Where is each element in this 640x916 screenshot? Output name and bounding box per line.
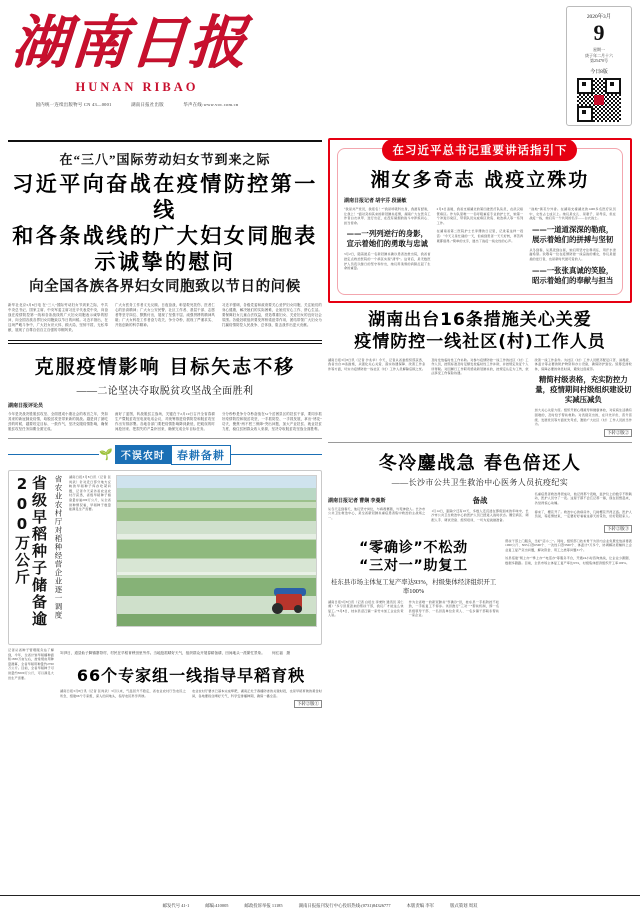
footer-postal-code: 邮发代号 41-1 xyxy=(162,903,190,908)
story16-headline-1[interactable]: 湖南出台16条措施关心关爱 xyxy=(368,309,592,330)
commentary-subhead: ——二论坚决夺取脱贫攻坚战全面胜利 xyxy=(76,385,254,397)
commentary-paragraph: 今年是决战决胜脱贫攻坚、全面建成小康社会的收官之年，突如其来的新冠肺炎疫情，给脱贫攻坚带来新的挑战。越是到了最吃劲的时候，越要咬定目标、一鼓作气，坚决克服疫情影响，确保脱贫攻坚任务如期全面完成。 xyxy=(8,411,108,431)
photo-tractor xyxy=(276,594,302,610)
publication-info-cn: 国内统一连续出版物号 CN 43—0001 xyxy=(35,102,112,107)
feature-paragraph: 从冬到春，从黑夜到白昼，她们用坚守诠释责任，用汗水浇灌希望。致敬每一位在疫情防控一线奋战的湘女，你们是最美的逆行者，也是新时代最可爱的人。 xyxy=(529,247,616,261)
date-month: 2020年3月 xyxy=(586,14,612,20)
lead-headline-1[interactable]: 习近平向奋战在疫情防控第一线 xyxy=(12,172,318,222)
story16-paragraph: 及时发放临时性工作补助。对参与疫情防控一线工作的社区（村）工作人员，按照标准及时足额发放临时性工作补助，并按规定免征个人所得税。对因履行工作职责感染新冠肺炎的，按规定认定为工伤，依法享受工伤保险待遇。 xyxy=(431,357,529,376)
winter-paragraph: 从冬天走到春天，他们坚守岗位，与病毒赛跑，与死神抢人。长沙市公共卫生救治中心，是全省新冠肺炎重症患者集中救治的主战场之一。 xyxy=(327,506,426,520)
date-day: 9 xyxy=(593,20,605,45)
footer-designer: 版式策划 周双 xyxy=(449,903,478,908)
winter-byline: 湖南日报记者 曹娴 李曼斯 xyxy=(327,498,386,504)
date-lunar: 庚子年二月十六 xyxy=(585,52,613,58)
featured-inner-frame xyxy=(337,143,623,295)
winter-body xyxy=(328,492,632,523)
farm-66-paragraph: 湖南日报3月8日讯（记者 张尚武）3月以来，气温回升不稳定，省农业农村厅急农民之所急，组建66个专家组，深入田间地头，指导农民科学育秧。 xyxy=(60,689,186,698)
farm-banner-left-label: 不误农时 xyxy=(115,445,171,464)
commentary-headline[interactable]: 克服疫情影响 目标矢志不移 xyxy=(34,355,296,378)
commentary-paragraph: 分分秒秒是争分夺秒奋战在51个贫困县区的扶贫干部，要同步抓好疫情防控和脱贫攻坚，一手抓防控、一手抓发展，拿出“绣花”功夫，聚焦“两不愁三保障”突出问题，加大产业扶贫、就业扶贫力度，稳住贫困群众收入来源，坚决夺取脱贫攻坚战全面胜利。 xyxy=(221,411,322,431)
zero-subhead: 桂东县市场主体复工复产率达93%，村级集体经济组织开工率100% xyxy=(331,578,497,595)
masthead xyxy=(8,6,632,138)
feature-ribbon-label: 在习近平总书记重要讲话指引下 xyxy=(382,139,577,161)
publication-info-website: 华声在线:www.voc.com.cn xyxy=(183,102,239,107)
feature-subhead-2: ——一道道深深的勒痕，展示着她们的拼搏与坚韧 xyxy=(531,224,614,244)
zero-paragraph: 作为全省唯一的新冠肺炎“零确诊”县，桂东县一手抓防控不松劲，一手抓复工不停步。该县推行“三对一”帮扶机制，即一名县级领导干部、一名县直单位负责人、一名乡镇干部联系帮扶一家企业。 xyxy=(408,599,500,618)
qr-code-icon[interactable] xyxy=(577,78,621,122)
winter-headline[interactable]: 冬冷鏖战急 春色倍还人 xyxy=(378,452,582,474)
footer-complaint: 邮政投诉举报 11185 xyxy=(244,903,283,908)
winter-paragraph: 1月14日，距除夕还有10天，多数人还沉浸在即将到来的年味中，长沙市公共卫生救治中心的医护人员已经进入战时状态。腾空病区、调配人手、调试设备、组织培训，一切为迎战做准备。 xyxy=(431,508,529,522)
lead-divider xyxy=(8,140,322,142)
feature-paragraph: “战地”黄花分外香。在湖南支援湖北的1400多名医疗队员中，女性占七成以上。她们是女儿、是妻子、是母亲，但在战疫一线，她们有一个共同的名字——白衣战士。 xyxy=(529,207,616,221)
story16-paragraph: 湖南日报3月8日讯（记者 沙兆华）今天，记者从省委组织部获悉，我省出台16条措施，从强化关心关爱、落实待遇保障、改善工作条件等方面，切实为疫情防控一线社区（村）工作人员解除后顾之忧。 xyxy=(327,357,426,371)
footer-zip: 邮编:410005 xyxy=(205,903,229,908)
story16-subhead: 精简村级表格，充实防控力量，疫情期间村级组织建设切实减压减负 xyxy=(535,375,632,405)
farm-photo xyxy=(116,475,317,627)
farm-continue-label[interactable]: 下转②版① xyxy=(294,700,322,708)
lead-paragraph: 习近平强调，各级党委和政府要关心爱护妇女同胞，关注她们的身心健康，解决她们的实际困难，让她们安心工作、舒心生活。要保障妇女儿童合法权益，营造尊重妇女、关爱妇女的良好社会氛围。各级妇联组织要发挥桥梁纽带作用，团结带领广大妇女为打赢疫情防控人民战争、总体战、阻击战作出更大贡献。 xyxy=(221,303,322,328)
lead-kicker: 在“三八”国际劳动妇女节到来之际 xyxy=(59,152,271,167)
commentary-paragraph: 画好了蓝图，转战脱贫主战场，关键在于2月19日召开全省春耕生产暨脱贫攻坚电视电话会议，对统筹推进疫情防控和脱贫攻坚作出安排部署。各地各部门要把疫情影响降到最低，把耽误的时间抢回来、把损失的产量补回来，确保完成全年目标任务。 xyxy=(114,411,215,431)
farm-headline-66[interactable]: 66个专家组一线指导早稻育秧 xyxy=(76,666,306,686)
commentary-byline: 湖南日报评论员 xyxy=(8,403,44,409)
lead-paragraph: 广大女医务工作者义无反顾、日夜奋战，彰显救死扶伤、医者仁心的崇高精神；广大女公安民警、社区工作者、基层干部、志愿者等坚守岗位、默默付出，展现了坚强不屈、顽强拼搏的精神风貌；广大女科技工作者奋力攻关、争分夺秒，展现了严谨求实、开拓创新的科学精神。 xyxy=(114,303,215,328)
lead-headline-3[interactable]: 向全国各族各界妇女同胞致以节日的问候 xyxy=(29,279,301,295)
farm-vertical-headline[interactable]: 省级早稻种子储备逾200万公斤 xyxy=(13,474,48,628)
winter-continue-label[interactable]: 下转②版③ xyxy=(604,525,632,533)
page-columns xyxy=(8,138,632,708)
date-box xyxy=(566,6,632,126)
publication-info-publisher: 湖南日报社出版 xyxy=(131,102,164,107)
masthead-left xyxy=(8,6,266,108)
feature-paragraph: “我是共产党员，我报名！”“我是呼吸科出身，我最有经验，让我上！”面对突如其来的新冠肺炎疫情，湖南广大女医务工作者白衣执甲、逆行出征，在没有硝烟的战斗中淬炼初心、担当使命。 xyxy=(343,207,431,225)
farm-intro: 湖南日报3月8日讯（记者 张尚武）针对近日部分地方反映的早稻种子库存吃紧问题，记者今天采访省农业农村厅获悉，省级早稻种子储备量存逾200万公斤，从全省供种情况看，早稻种子数量能满足生产需要。 xyxy=(69,474,111,512)
zero-headline-2[interactable]: “三对一”助复工 xyxy=(359,557,468,574)
banner-rule-left xyxy=(8,454,99,455)
feature-subhead-3: ——一张张真诚的笑脸，昭示着她们的奉献与担当 xyxy=(531,265,614,285)
newspaper-title: 湖南日报 xyxy=(9,9,251,76)
feature-body xyxy=(344,207,616,289)
zero-paragraph: 湖南日报3月8日讯（记者 白培生 李秉钧 通讯员 邓仁湘）“多亏县里派来的帮扶干部，我们厂才能这么快复工。”3月8日，桂东县沤江镇一家竹木加工企业负责人说。 xyxy=(327,599,404,618)
farm-lower xyxy=(8,648,322,698)
issue-number: 第25470号 xyxy=(590,58,608,64)
zero-paragraph: 帮扶干部上门服务，当好“店小二”。同时，组织部门技术骨干为县内企业免费发放消毒液1000公斤、N95口罩6500个、一次性口罩3500个、体温计7万多个，协调解决原辅料上企业复工复产突出问题，解决资金、用工之类等问题31个。 xyxy=(505,538,632,552)
lead-body xyxy=(8,303,322,334)
commentary-divider xyxy=(8,340,322,344)
featured-red-box xyxy=(328,138,632,303)
feature-paragraph: 在湖南省第二医院护士长李珊的日记里，记录着这样一段话：“今天又是忙碌的一天，但看到患者一天天好转，再苦再累都值得。”简单的文字，道出了战疫一线女性的心声。 xyxy=(436,229,524,243)
lead-headline-2[interactable]: 和各条战线的广大妇女同胞表示诚挚的慰问 xyxy=(12,224,318,274)
left-column xyxy=(8,138,322,708)
farm-66-paragraph: 农业农村厅要求已基本完成犁耙，湖南正处于春播防冻的关键时段，也是早稻育秧的黄金时间，各地要抓住晴好天气，科学安排播种期，确保一播全苗。 xyxy=(191,689,322,698)
banner-rule-right xyxy=(231,454,322,455)
seedling-icon: 🌱 xyxy=(99,449,113,462)
publication-info xyxy=(8,102,266,108)
feature-paragraph: 2月6日凌晨，我省支援湖北的第四批医疗队队员，在武汉接管病区。作为队里唯一一名呼吸重症专业的护士长，她第一个冲进污染区，带领队员完成病区改造、收治病人等一系列工作。 xyxy=(436,207,524,225)
zero-headline-1[interactable]: “零确诊”不松劲 xyxy=(359,539,468,556)
story16-continue-label[interactable]: 下转②版② xyxy=(604,429,632,437)
zero-paragraph: 该县搭建“网上办”“掌上办”“电话办”等服务平台，开通24小时咨询热线，让企业少跑腿、数据多跑路。目前，全县市场主体复工复产率达93%，村级集体经济组织开工率100%。 xyxy=(505,556,632,565)
feature-byline: 湖南日报记者 胡宇芬 段涵敏 xyxy=(343,199,407,204)
lead-paragraph: 新华社北京3月8日电 在“三八”国际劳动妇女节到来之际，中共中央总书记、国家主席、中央军委主席习近平代表党中央，向奋战在疫情防控第一线和各条战线的广大妇女同胞表示诚挚的慰问，向全国各族各界妇女同胞致以节日的问候。习近平指出，在这场严峻斗争中，广大妇女识大体、顾大局，坚韧不拔、无私奉献，展现了自尊自信自立自强的巾帼风采。 xyxy=(8,303,108,333)
farm-banner xyxy=(8,445,322,465)
farm-section-divider xyxy=(8,438,322,439)
story16-paragraph: 加大关心关爱力度。组织开展心理疏导和健康体检，对家庭生活确有困难的，及时给予帮扶救助。对表现突出的，在评先评优、晋升晋级、发展党员等方面优先考虑，激励广大社区（村）工作人员担当作为。 xyxy=(534,408,632,427)
feature-headline[interactable]: 湘女多奇志 战疫立殊功 xyxy=(370,169,590,191)
page-footer xyxy=(0,895,640,916)
farm-feature xyxy=(8,470,322,645)
farm-vertical-subhead: 省农业农村厅对稻种经营企业逐一调度 xyxy=(54,474,63,620)
story16-headline-2[interactable]: 疫情防控一线社区(村)工作人员 xyxy=(354,331,606,352)
winter-section-label: 备战 xyxy=(472,495,488,505)
feature-paragraph: 3月2日，随着最后一名新冠肺炎确诊患者治愈出院，我省首批定点救治医院的一个病区实现“清零”。这背后，是无数医护人员夜以继日的坚守和付出，她们用柔弱的肩膀扛起了生命的重量。 xyxy=(343,252,431,271)
ribbon-wrapper xyxy=(344,139,616,161)
farm-banner-right-label: 春耕备耕 xyxy=(171,445,231,465)
farm-paragraph: 记者从省种子管理服务站了解到，今年，全省计划早稻播种面积1830万亩左右，按常规亩用种量测算，全省早稻用种量约2700万公斤。目前，全省早稻种子可供量约3000万公斤，可以满足大田生产需要。 xyxy=(8,647,54,680)
zero-story xyxy=(328,539,632,618)
page-count: 今日8版 xyxy=(590,69,608,75)
commentary-body xyxy=(8,412,322,432)
footer-editor: 本版责编 李军 xyxy=(406,903,434,908)
feature-subhead-1: ——一列列逆行的身影，宣示着她们的勇敢与忠诚 xyxy=(346,229,428,249)
right-column xyxy=(328,138,632,708)
story16-paragraph: 改善一线工作条件。为社区（村）工作人员配齐配足口罩、消毒液、体温计等必要的防护物资和办公设备，确保防护到位。统筹安排轮休，保障必要的休息时间，避免过度疲劳。 xyxy=(534,357,632,371)
winter-paragraph: 名重症患者救治得很成功，他记得那个夜晚，监护仪上的数字不断跳动，医护人员守了一夜。这辈子都不会忘记那一幕，现在回想起来，仍觉得惊心动魄。 xyxy=(534,491,632,505)
farm-photo-caption: 3月8日，道县仙子脚镇寨背村，村民在早稻育秧田里劳作。当地抢抓晴好天气，组织群众开展春耕备耕，田间地头一派繁忙景象。 何红福 摄 xyxy=(60,650,290,655)
footer-hotline: 湖南日报报刊发行中心投诉热线:(0731)84326777 xyxy=(298,903,391,908)
winter-subhead: ——长沙市公共卫生救治中心医务人员抗疫纪实 xyxy=(391,477,569,487)
story16-body xyxy=(328,358,632,427)
winter-divider xyxy=(328,442,632,443)
winter-paragraph: 春来了，樱花开了。救治中心的病房外，几树樱花开得正盛。医护人员说，等疫情结束，一定要好好看看这春天的景色，好好陪陪家人。 xyxy=(534,509,632,519)
newspaper-pinyin: HUNAN RIBAO xyxy=(75,80,199,94)
date-weekday: 星期一 xyxy=(593,47,605,52)
